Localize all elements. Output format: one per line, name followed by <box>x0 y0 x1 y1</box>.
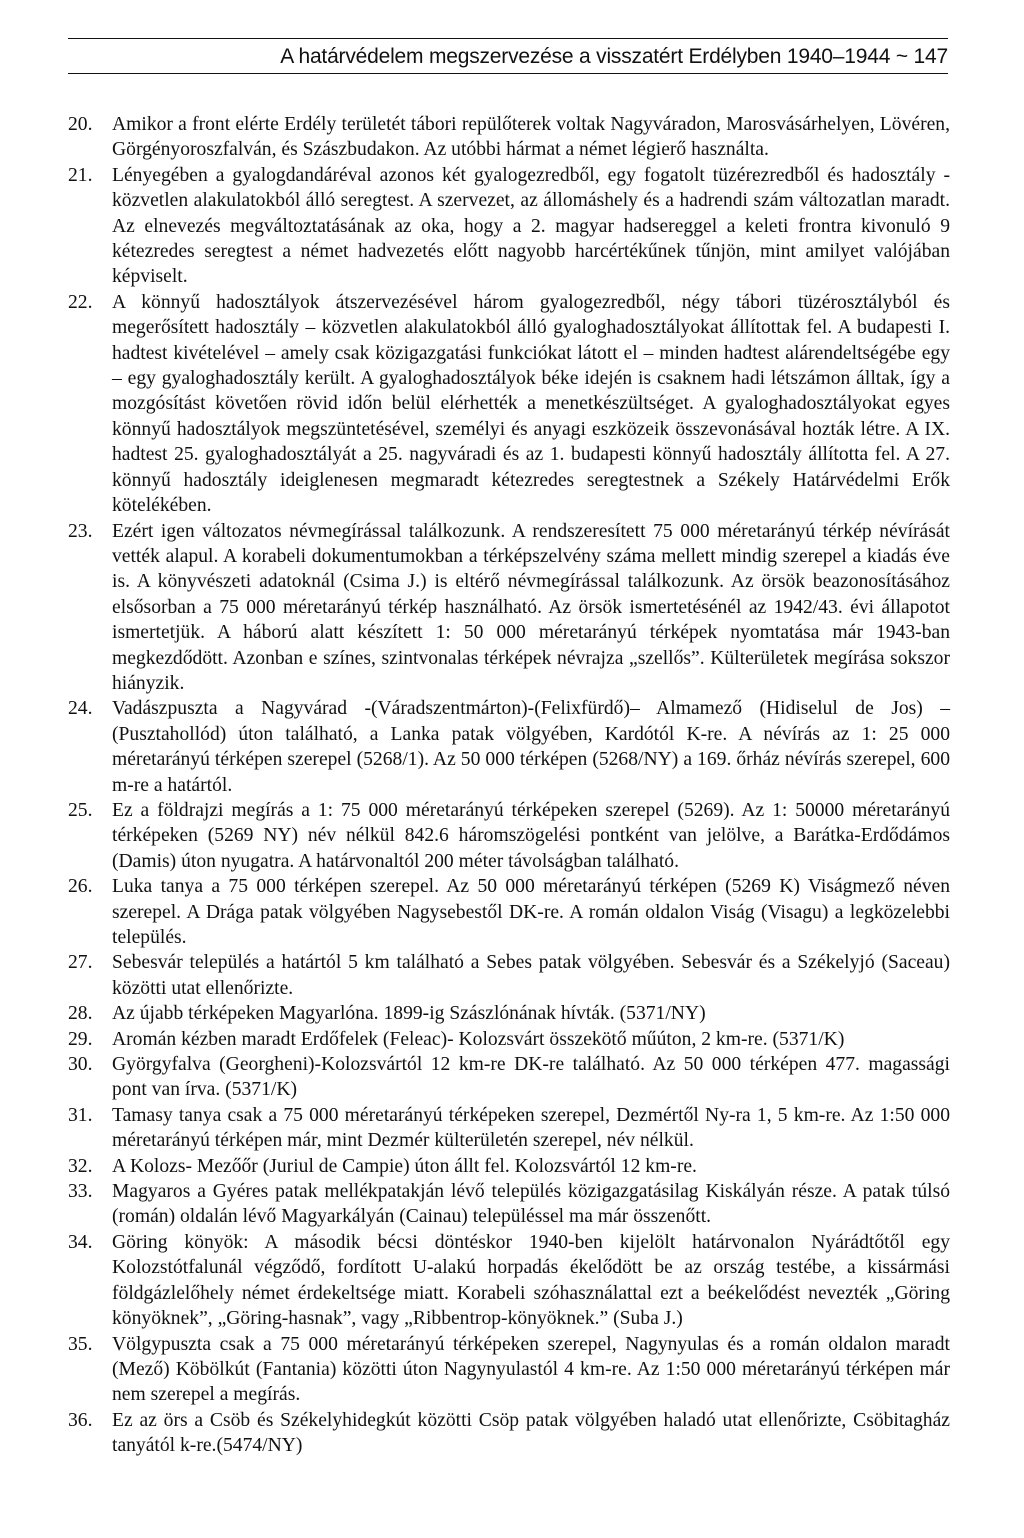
endnote <box>68 798 950 874</box>
endnote-text: Göring könyök: A második bécsi döntéskor 1940-ben kijelölt határvonalon Nyárádtőtől egy Kolozstótfalunál végződő, fordított U-alakú horpadás ékelődött be az ország testébe, a kissármási földgázlelőhely német érdekeltsége miatt. Korabeli szóhasználattal ezt a beékelődést nevezték „Göring könyöknek”, „Göring-hasnak”, vagy „Ribbentrop-könyöknek.” (Suba J.) <box>112 1231 950 1330</box>
endnote-text: Völgypuszta csak a 75 000 méretarányú térképeken szerepel, Nagynyulas és a román oldalon maradt (Mező) Köbölkút (Fantania) közötti úton Nagynyulastól 4 km-re. Az 1:50 000 méretarányú térképen már nem szerepel a megírás. <box>112 1333 950 1406</box>
endnote-number: 25. <box>68 799 93 821</box>
endnote-number: 33. <box>68 1181 93 1203</box>
endnote-number: 24. <box>68 698 93 720</box>
header-rule <box>68 73 948 74</box>
endnote-text: Tamasy tanya csak a 75 000 méretarányú térképeken szerepel, Dezmértől Ny-ra 1, 5 km-re. Az 1:50 000 méretarányú térképen már, mint Dezmér külterületén szerepel, név nélkül. <box>112 1104 950 1152</box>
endnote <box>68 1230 950 1332</box>
endnote-text: Az újabb térképeken Magyarlóna. 1899-ig Szászlónának hívták. (5371/NY) <box>112 1003 706 1025</box>
endnote-text: Ez a földrajzi megírás a 1: 75 000 méretarányú térképeken szerepel (5269). Az 1: 50000 méretarányú térképeken (5269 NY) név nélkül 842.6 háromszögelési pontként van jelölve, a Barátka-Erdődámos (Damis) úton nyugatra. A határvonaltól 200 méter távolságban található. <box>112 799 950 872</box>
endnote-text: Györgyfalva (Georgheni)-Kolozsvártól 12 km-re DK-re található. Az 50 000 térképen 477. magassági pont van írva. (5371/K) <box>112 1054 950 1101</box>
endnote-number: 30. <box>68 1054 93 1076</box>
endnote-text: Luka tanya a 75 000 térképen szerepel. Az 50 000 méretarányú térképen (5269 K) Viságmező néven szerepel. A Drága patak völgyében Nagysebestől DK-re. A román oldalon Viság (Visagu) a legközelebbi település. <box>112 876 950 948</box>
endnote-number: 35. <box>68 1333 93 1355</box>
endnote-text: Amikor a front elérte Erdély területét tábori repülőterek voltak Nagyváradon, Marosvásárhelyen, Lövéren, Görgényoroszfalván, és Szászbudakon. Az utóbbi hármat a német légierő használta. <box>112 114 950 161</box>
endnote-number: 20. <box>68 114 93 135</box>
endnote-number: 21. <box>68 164 93 186</box>
endnote <box>68 1154 950 1179</box>
endnote <box>68 290 950 519</box>
endnote-text: Vadászpuszta a Nagyvárad -(Váradszentmárton)-(Felixfürdő)– Almamező (Hidiselul de Jos) – (Pusztahollód) úton található, a Lanka patak völgyében, Kardótól K-re. A névírás az 1: 25 000 méretarányú térképen szerepel (5268/1). Az 50 000 térképen (5268/NY) a 169. őrház névírás szerepel, 600 m-re a határtól. <box>112 698 950 796</box>
endnote <box>68 696 950 798</box>
endnote-number: 32. <box>68 1155 93 1177</box>
endnote-text: Ezért igen változatos névmegírással találkozunk. A rendszeresített 75 000 méretarányú térkép névírását vették alapul. A korabeli dokumentumokban a térképszelvény száma mellett mindig szerepel a kiadás éve is. A könyvészeti adatoknál (Csima J.) is eltérő névmegírással találkozunk. Az örsök beazonosításához elsősorban a 75 000 méretarányú térkép használható. Az örsök ismertetésénél az 1942/43. évi állapotot ismertetjük. A háború alatt készített 1: 50 000 méretarányú térképek nyomtatása már 1943-ban megkezdődött. Azonban e színes, szintvonalas térképek névrajza „szellős”. Külterületek megírása sokszor hiányzik. <box>112 520 950 694</box>
endnote <box>68 1103 950 1154</box>
endnotes-list <box>68 112 950 1459</box>
endnote-text: A könnyű hadosztályok átszervezésével három gyalogezredből, négy tábori tüzérosztályból és megerősített hadosztály – közvetlen alakulatokból álló gyaloghadosztályokat állítottak fel. A budapesti I. hadtest kivételével – amely csak közigazgatási funkciókat látott el – minden hadtest alárendeltségébe egy – egy gyaloghadosztály került. A gyaloghadosztályok béke idején is csaknem hadi létszámon álltak, így a mozgósítást követően rövid időn belül elérhették a menetkészültséget. A gyaloghadosztályokat egyes könnyű hadosztályok megszüntetésével, személyi és anyagi eszközeik összevonásával hozták létre. A IX. hadtest 25. gyaloghadosztályát a 25. nagyváradi és az 1. budapesti könnyű hadosztály állította fel. A 27. könnyű hadosztály ideiglenesen megmaradt kétezredes seregtestnek a Székely Határvédelmi Erők kötelékében. <box>112 291 950 517</box>
endnote-text: A Kolozs- Mezőőr (Juriul de Campie) úton állt fel. Kolozsvártól 12 km-re. <box>112 1155 697 1177</box>
header-line <box>68 45 948 69</box>
endnote-text: Magyaros a Gyéres patak mellékpatakján lévő település közigazgatásilag Kiskályán része. A patak túlsó (román) oldalán lévő Magyarkályán (Cainau) településsel ma már összenőtt. <box>112 1181 950 1228</box>
endnote <box>68 950 950 1001</box>
running-title: A határvédelem megszervezése a visszatért Erdélyben 1940–1944 <box>280 45 891 68</box>
endnote-text: Ez az örs a Csöb és Székelyhidegkút közötti Csöp patak völgyében haladó utat ellenőrizte, Csöbitagház tanyától k-re.(5474/NY) <box>112 1409 950 1457</box>
endnote-number: 36. <box>68 1409 93 1431</box>
endnote-number: 23. <box>68 520 93 542</box>
endnote <box>68 163 950 290</box>
endnote-text: Sebesvár település a határtól 5 km található a Sebes patak völgyében. Sebesvár és a Székelyjó (Saceau) közötti utat ellenőrizte. <box>112 952 950 999</box>
endnote-number: 28. <box>68 1003 93 1025</box>
endnote <box>68 1408 950 1459</box>
endnote <box>68 519 950 697</box>
endnote <box>68 1001 950 1026</box>
running-header <box>68 38 948 74</box>
endnote <box>68 1052 950 1103</box>
endnote-number: 22. <box>68 291 93 313</box>
endnote-text: Lényegében a gyalogdandáréval azonos két gyalogezredből, egy fogatolt tüzérezredből és hadosztály - közvetlen alakulatokból álló seregtest. A szervezet, az állomáshely és a hadrendi szám változatlan maradt. Az elnevezés megváltoztatásának az oka, hogy a 2. magyar hadsereggel a keleti frontra kivonuló 9 kétezredes seregtest a német hadvezetés előtt nagyobb harcértékűnek tűnjön, mint amilyet valójában képviselt. <box>112 164 950 288</box>
endnote <box>68 874 950 950</box>
endnote-number: 27. <box>68 952 93 974</box>
endnote <box>68 1179 950 1230</box>
header-separator: ~ <box>895 45 908 68</box>
endnote-number: 26. <box>68 876 93 898</box>
page-number: 147 <box>913 45 948 68</box>
endnote-number: 29. <box>68 1028 93 1050</box>
endnote-number: 34. <box>68 1231 93 1253</box>
endnote <box>68 1332 950 1408</box>
endnote-text: Aromán kézben maradt Erdőfelek (Feleac)- Kolozsvárt összekötő műúton, 2 km-re. (5371/K) <box>112 1028 845 1050</box>
endnote <box>68 112 950 163</box>
endnote-number: 31. <box>68 1104 93 1126</box>
endnote <box>68 1027 950 1052</box>
